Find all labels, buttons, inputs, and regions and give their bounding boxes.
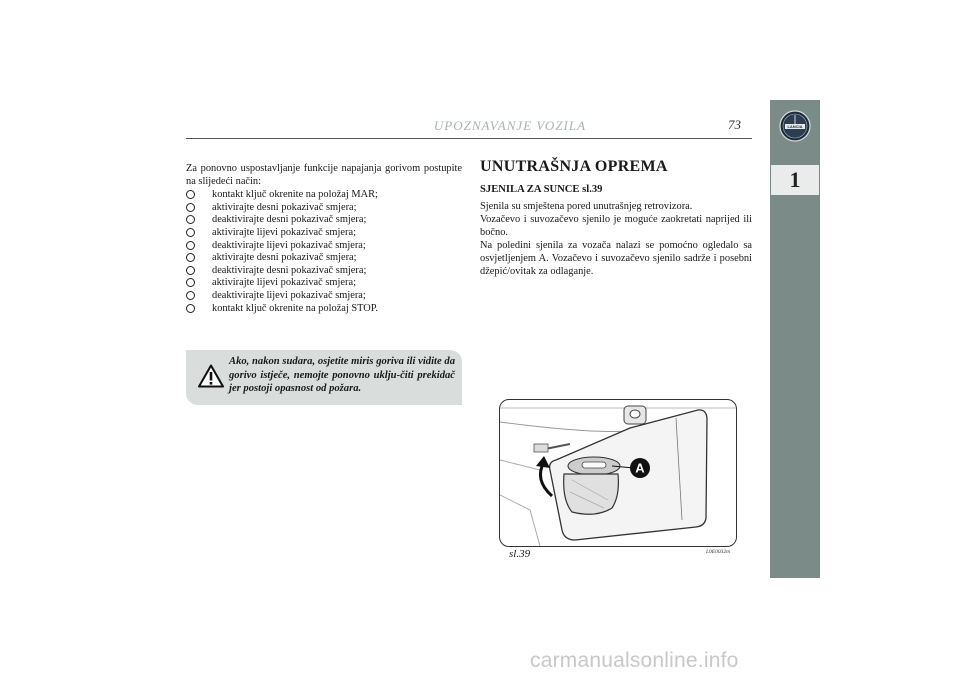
step-text: deaktivirajte lijevi pokazivač smjera; xyxy=(212,239,366,251)
intro-text: Za ponovno uspostavljanje funkcije napajanja gorivom postupite na slijedeći način: xyxy=(186,163,462,187)
paragraph: Sjenila su smještena pored unutrašnjeg retrovizora. xyxy=(480,201,693,212)
bullet-icon xyxy=(186,291,195,300)
paragraph: Vozačevo i suvozačevo sjenilo je moguće zaokretati naprijed ili bočno. xyxy=(480,214,752,238)
left-column xyxy=(186,163,462,315)
list-item xyxy=(186,189,462,202)
step-text: kontakt ključ okrenite na položaj MAR; xyxy=(212,189,378,201)
warning-box xyxy=(186,350,462,405)
list-item xyxy=(186,240,462,253)
bullet-icon xyxy=(186,266,195,275)
bullet-icon xyxy=(186,190,195,199)
lancia-logo-icon xyxy=(779,110,811,142)
warning-text: Ako, nakon sudara, osjetite miris goriva ili vidite da gorivo istječe, nemojte ponovno uklju-čiti prekidač jer postoji opasnost od požara. xyxy=(229,356,455,395)
section-title: UNUTRAŠNJA OPREMA xyxy=(480,158,668,175)
watermark: carmanualsonline.info xyxy=(530,649,739,672)
bullet-icon xyxy=(186,228,195,237)
step-text: deaktivirajte lijevi pokazivač smjera; xyxy=(212,289,366,301)
figure-code: L0E0032m xyxy=(706,549,731,555)
bullet-icon xyxy=(186,278,195,287)
chapter-number: 1 xyxy=(771,165,819,195)
running-header-title: UPOZNAVANJE VOZILA xyxy=(433,118,587,133)
callout-label: A xyxy=(635,460,645,476)
step-text: aktivirajte desni pokazivač smjera; xyxy=(212,252,357,264)
list-item xyxy=(186,290,462,303)
bullet-icon xyxy=(186,215,195,224)
procedure-steps xyxy=(186,189,462,315)
bullet-icon xyxy=(186,241,195,250)
logo-text: LANCIA xyxy=(787,124,803,130)
subsection-title: SJENILA ZA SUNCE sl.39 xyxy=(480,184,603,195)
sun-visor-illustration xyxy=(500,400,736,546)
warning-triangle-icon xyxy=(198,364,224,388)
list-item xyxy=(186,277,462,290)
list-item xyxy=(186,252,462,265)
list-item xyxy=(186,303,462,316)
list-item xyxy=(186,227,462,240)
step-text: aktivirajte desni pokazivač smjera; xyxy=(212,201,357,213)
page-number: 73 xyxy=(728,117,741,132)
bullet-icon xyxy=(186,304,195,313)
step-text: kontakt ključ okrenite na položaj STOP. xyxy=(212,302,379,314)
list-item xyxy=(186,202,462,215)
figure-sun-visor xyxy=(499,399,737,547)
right-column xyxy=(480,158,752,278)
step-text: aktivirajte lijevi pokazivač smjera; xyxy=(212,277,356,289)
step-text: deaktivirajte desni pokazivač smjera; xyxy=(212,264,367,276)
paragraph: Na poledini sjenila za vozača nalazi se pomoćno ogledalo sa osvjetljenjem A. Vozačevo i suvozačevo sjenilo sadrže i posebni džepić/ovitak za odlaganje. xyxy=(480,240,752,277)
bullet-icon xyxy=(186,203,195,212)
step-text: deaktivirajte desni pokazivač smjera; xyxy=(212,214,367,226)
header-rule xyxy=(186,138,752,139)
step-text: aktivirajte lijevi pokazivač smjera; xyxy=(212,226,356,238)
figure-caption: sl.39 xyxy=(509,548,531,560)
list-item xyxy=(186,265,462,278)
bullet-icon xyxy=(186,253,195,262)
list-item xyxy=(186,214,462,227)
